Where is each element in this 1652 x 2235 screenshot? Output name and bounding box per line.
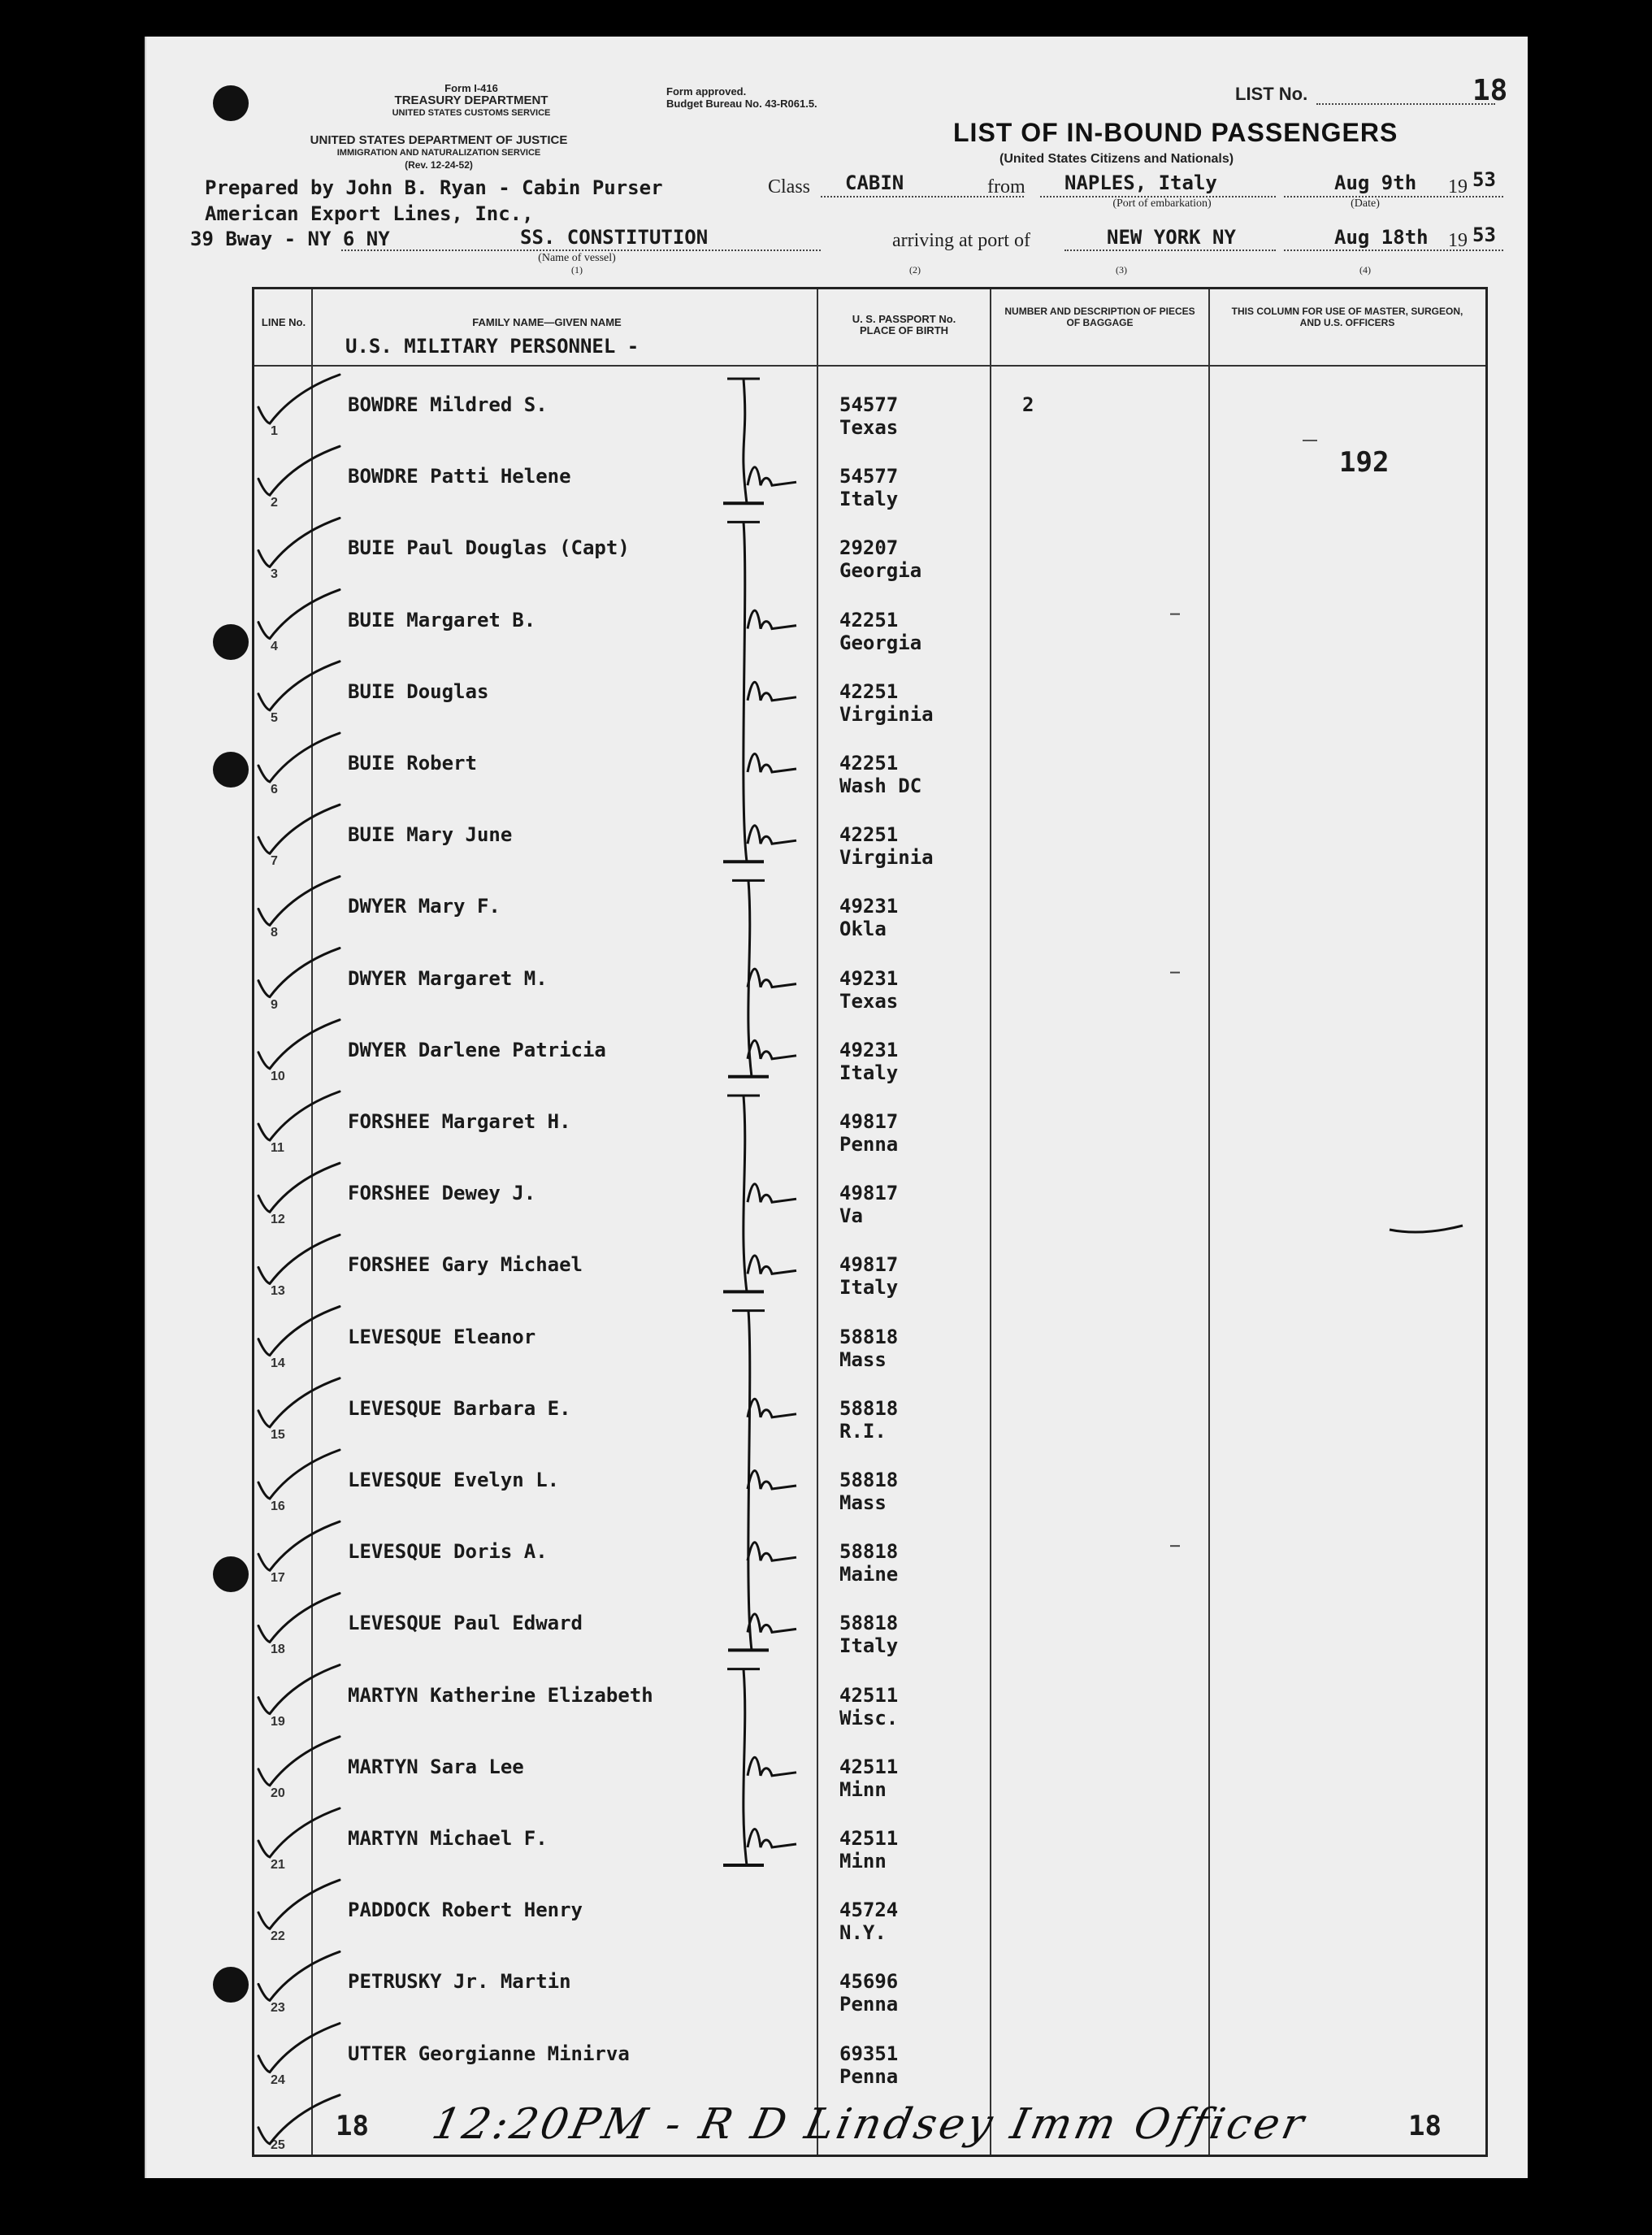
- ins-service: IMMIGRATION AND NATURALIZATION SERVICE: [336, 148, 541, 158]
- place-of-birth: Penna: [839, 2064, 899, 2088]
- passport-number: 58818: [839, 1612, 899, 1635]
- col-header-line: LINE No.: [261, 316, 306, 328]
- line-number: 23: [271, 2001, 285, 2016]
- passport-number: 45696: [839, 1970, 899, 1994]
- year-prefix: 19: [1448, 176, 1468, 197]
- line-number: 16: [271, 1499, 285, 1513]
- official-count: 192: [1339, 446, 1390, 479]
- line-number: 6: [271, 783, 278, 796]
- caption-4: (4): [1359, 264, 1371, 276]
- passenger-name: PADDOCK Robert Henry: [348, 1899, 583, 1922]
- embark-caption: (Port of embarkation): [1112, 197, 1212, 210]
- place-of-birth: Italy: [839, 1061, 899, 1084]
- col-header-baggage: NUMBER AND DESCRIPTION OF PIECES OF BAGGAGE: [1004, 306, 1195, 328]
- passenger-name: BUIE Margaret B.: [348, 608, 536, 631]
- col-header-passport: U. S. PASSPORT No. PLACE OF BIRTH: [852, 313, 956, 336]
- passenger-list-sheet: [145, 37, 1528, 2178]
- line-number-25: 25: [271, 2138, 285, 2152]
- embark-year: 53: [1472, 168, 1496, 191]
- passport-number: 42251: [839, 679, 899, 703]
- passenger-name: FORSHEE Gary Michael: [348, 1253, 583, 1277]
- vessel-underline: [341, 250, 821, 251]
- year-prefix-2: 19: [1448, 230, 1468, 251]
- table-row: [254, 1660, 1485, 1731]
- passenger-name: LEVESQUE Barbara E.: [348, 1396, 571, 1420]
- header-divider: [254, 365, 1485, 367]
- budget-bureau: Budget Bureau No. 43-R061.5.: [666, 98, 817, 110]
- baggage-count: 2: [1022, 393, 1034, 416]
- passport-number: 49231: [839, 895, 899, 918]
- punch-hole: [213, 624, 249, 660]
- place-of-birth: Okla: [839, 918, 887, 941]
- passenger-name: DWYER Margaret M.: [348, 966, 548, 990]
- line-number: 21: [271, 1858, 285, 1872]
- arrival-year: 53: [1472, 224, 1496, 246]
- dash-mark: [1303, 440, 1317, 441]
- line-number: 1: [271, 424, 278, 438]
- line-number: 5: [271, 710, 278, 725]
- embark-port: NAPLES, Italy: [1064, 171, 1217, 194]
- punch-hole: [213, 752, 249, 788]
- dept-justice: UNITED STATES DEPARTMENT OF JUSTICE: [310, 133, 568, 147]
- table-row: [254, 584, 1485, 656]
- page-title: LIST OF IN-BOUND PASSENGERS: [953, 118, 1398, 147]
- passport-number: 49817: [839, 1110, 899, 1133]
- place-of-birth: Texas: [839, 989, 899, 1013]
- list-no-label: LIST No.: [1235, 84, 1308, 104]
- line-number: 10: [271, 1069, 285, 1083]
- form-approved: Form approved.: [666, 85, 747, 98]
- table-row: [254, 1229, 1485, 1300]
- passenger-name: LEVESQUE Evelyn L.: [348, 1469, 560, 1491]
- passenger-name: MARTYN Katherine Elizabeth: [348, 1683, 653, 1707]
- place-of-birth: R.I.: [839, 1419, 887, 1443]
- line-number: 15: [271, 1427, 285, 1442]
- table-row: [254, 1086, 1485, 1157]
- passenger-name: LEVESQUE Doris A.: [348, 1540, 548, 1564]
- col-header-official-use: THIS COLUMN FOR USE OF MASTER, SURGEON, AND U.S. OFFICERS: [1231, 306, 1463, 328]
- passenger-name: PETRUSKY Jr. Martin: [348, 1970, 571, 1994]
- place-of-birth: Georgia: [839, 559, 922, 583]
- treasury-dept: TREASURY DEPARTMENT: [394, 93, 548, 107]
- place-of-birth: Italy: [839, 1276, 899, 1300]
- passport-number: 58818: [839, 1396, 899, 1420]
- company-address: 39 Bway - NY 6 NY: [190, 228, 390, 250]
- place-of-birth: Mass: [839, 1491, 887, 1514]
- line-number: 13: [271, 1284, 285, 1299]
- class-label: Class: [768, 176, 811, 197]
- place-of-birth: Penna: [839, 1133, 899, 1156]
- caption-1: (1): [571, 264, 583, 276]
- place-of-birth: Wash DC: [839, 775, 922, 797]
- passenger-name: LEVESQUE Eleanor: [348, 1325, 536, 1348]
- table-row: [254, 1587, 1485, 1659]
- table-row: [254, 870, 1485, 942]
- line-number: 17: [271, 1571, 285, 1586]
- table-row: [254, 1373, 1485, 1444]
- footer-list-left: 18: [336, 2110, 369, 2142]
- list-no-underline: [1316, 103, 1495, 105]
- passport-number: 58818: [839, 1540, 899, 1564]
- page-subtitle: (United States Citizens and Nationals): [999, 152, 1234, 166]
- table-row: [254, 1516, 1485, 1587]
- passenger-name: DWYER Darlene Patricia: [348, 1038, 606, 1061]
- from-label: from: [987, 176, 1025, 197]
- passenger-name: BUIE Paul Douglas (Capt): [348, 536, 630, 560]
- line-number: 8: [271, 926, 278, 940]
- passenger-name: FORSHEE Dewey J.: [348, 1182, 536, 1205]
- place-of-birth: Minn: [839, 1850, 887, 1873]
- place-of-birth: Virginia: [839, 702, 934, 726]
- arrival-port: NEW YORK NY: [1107, 226, 1236, 249]
- punch-hole: [213, 1967, 249, 2003]
- punch-hole: [213, 1556, 249, 1592]
- table-row: [254, 1444, 1485, 1516]
- passport-number: 42251: [839, 608, 899, 631]
- place-of-birth: Penna: [839, 1993, 899, 2016]
- table-row: [254, 512, 1485, 584]
- passport-number: 42511: [839, 1755, 899, 1778]
- passenger-name: BUIE Mary June: [348, 823, 513, 847]
- handwritten-footer-note: 12:20PM - R D Lindsey Imm Officer: [427, 2100, 1312, 2149]
- line-number: 22: [271, 1929, 285, 1944]
- place-of-birth: Georgia: [839, 631, 922, 654]
- table-row: [254, 1946, 1485, 2017]
- table-row: [254, 2018, 1485, 2090]
- arrival-date: Aug 18th: [1334, 226, 1429, 249]
- line-number: 14: [271, 1356, 285, 1370]
- place-of-birth: Va: [839, 1204, 863, 1228]
- passenger-name: MARTYN Michael F.: [348, 1827, 548, 1850]
- passport-number: 29207: [839, 536, 899, 560]
- line-number: 2: [271, 496, 278, 510]
- footer-list-right: 18: [1408, 2110, 1442, 2142]
- embark-date: Aug 9th: [1334, 171, 1417, 194]
- passenger-name: LEVESQUE Paul Edward: [348, 1612, 583, 1635]
- line-number: 24: [271, 2072, 285, 2087]
- table-row: [254, 727, 1485, 799]
- passport-number: 49817: [839, 1182, 899, 1205]
- form-number: Form I-416: [444, 82, 498, 94]
- table-row: [254, 1731, 1485, 1803]
- caption-3: (3): [1116, 264, 1127, 276]
- line-number: 9: [271, 997, 278, 1012]
- table-row: [254, 1157, 1485, 1229]
- line-number: 20: [271, 1786, 285, 1800]
- passport-number: 45724: [839, 1899, 899, 1922]
- table-row: [254, 369, 1485, 440]
- passport-number: 42251: [839, 752, 899, 775]
- table-row: [254, 656, 1485, 727]
- passenger-name: UTTER Georgianne Minirva: [348, 2042, 630, 2065]
- passenger-name: BOWDRE Patti Helene: [348, 465, 571, 488]
- place-of-birth: Italy: [839, 488, 899, 511]
- passenger-name: DWYER Mary F.: [348, 895, 501, 918]
- place-of-birth: Italy: [839, 1634, 899, 1658]
- arriving-label: arriving at port of: [892, 230, 1030, 251]
- passport-number: 49231: [839, 966, 899, 990]
- line-number: 4: [271, 639, 278, 653]
- arrival-date-underline: [1284, 250, 1503, 251]
- passport-number: 42251: [839, 823, 899, 847]
- passport-number: 69351: [839, 2042, 899, 2065]
- passport-number: 49817: [839, 1253, 899, 1277]
- passport-number: 42511: [839, 1827, 899, 1850]
- passenger-name: MARTYN Sara Lee: [348, 1755, 524, 1778]
- class-value: CABIN: [845, 171, 904, 194]
- passport-number: 42511: [839, 1683, 899, 1707]
- passenger-name: BUIE Douglas: [348, 679, 489, 703]
- table-row: [254, 799, 1485, 870]
- list-number: 18: [1472, 74, 1508, 107]
- table-row: [254, 1874, 1485, 1946]
- passenger-name: BUIE Robert: [348, 752, 477, 775]
- table-row: [254, 1803, 1485, 1874]
- company-name: American Export Lines, Inc.,: [205, 202, 534, 225]
- line-number: 19: [271, 1714, 285, 1729]
- passport-number: 58818: [839, 1325, 899, 1348]
- place-of-birth: Wisc.: [839, 1706, 899, 1729]
- vessel-name: SS. CONSTITUTION: [520, 226, 709, 249]
- table-row: [254, 943, 1485, 1014]
- group-label: U.S. MILITARY PERSONNEL -: [345, 335, 640, 358]
- passport-number: 58818: [839, 1469, 899, 1491]
- vessel-caption: (Name of vessel): [538, 252, 616, 264]
- place-of-birth: N.Y.: [839, 1921, 887, 1945]
- punch-hole: [213, 85, 249, 121]
- place-of-birth: Virginia: [839, 846, 934, 870]
- passenger-table: [252, 287, 1488, 2157]
- passport-number: 49231: [839, 1038, 899, 1061]
- place-of-birth: Maine: [839, 1563, 899, 1586]
- passenger-name: FORSHEE Margaret H.: [348, 1110, 571, 1133]
- customs-service: UNITED STATES CUSTOMS SERVICE: [392, 108, 551, 118]
- line-number: 3: [271, 567, 278, 582]
- place-of-birth: Minn: [839, 1777, 887, 1801]
- col-header-name: FAMILY NAME—GIVEN NAME: [472, 316, 622, 328]
- revision: (Rev. 12-24-52): [405, 159, 473, 171]
- table-row: [254, 1301, 1485, 1373]
- date-caption: (Date): [1351, 197, 1380, 210]
- caption-2: (2): [909, 264, 921, 276]
- passport-number: 54577: [839, 465, 899, 488]
- table-row: [254, 1014, 1485, 1086]
- line-number: 18: [271, 1643, 285, 1657]
- port-underline: [1064, 250, 1276, 251]
- place-of-birth: Mass: [839, 1348, 887, 1371]
- place-of-birth: Texas: [839, 416, 899, 439]
- line-number: 11: [271, 1141, 284, 1155]
- table-row: [254, 440, 1485, 512]
- passport-number: 54577: [839, 393, 899, 416]
- prepared-by: Prepared by John B. Ryan - Cabin Purser: [205, 176, 663, 199]
- line-number: 12: [271, 1213, 285, 1227]
- line-number: 7: [271, 854, 278, 869]
- passenger-name: BOWDRE Mildred S.: [348, 393, 548, 416]
